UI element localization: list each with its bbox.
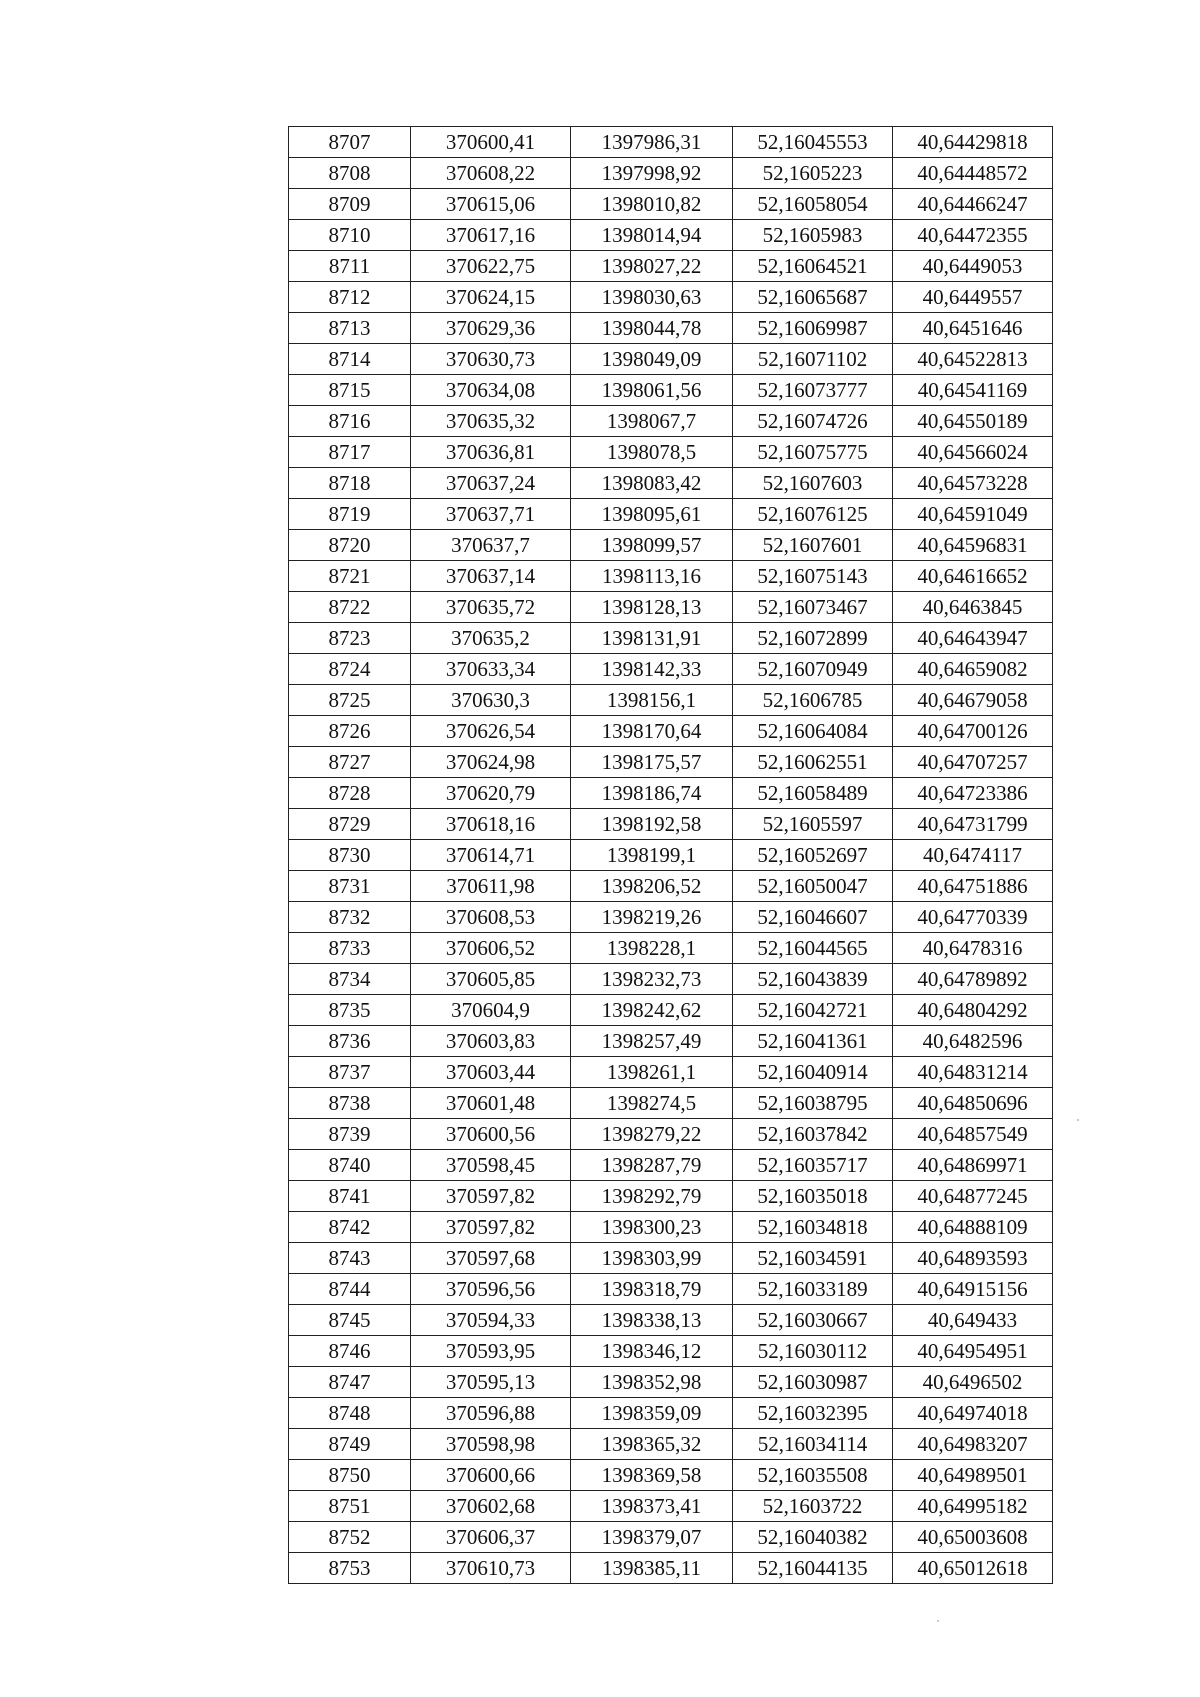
y-coordinate-cell: 1398279,22: [571, 1119, 733, 1150]
longitude-cell: 40,64659082: [893, 654, 1053, 685]
latitude-cell: 52,1605223: [733, 158, 893, 189]
table-row: [289, 809, 1053, 840]
latitude-cell: 52,16070949: [733, 654, 893, 685]
latitude-cell: 52,16075143: [733, 561, 893, 592]
longitude-cell: 40,64596831: [893, 530, 1053, 561]
latitude-cell: 52,16076125: [733, 499, 893, 530]
table-row: [289, 282, 1053, 313]
table-row: [289, 1243, 1053, 1274]
y-coordinate-cell: 1398292,79: [571, 1181, 733, 1212]
point-number-cell: 8717: [289, 437, 411, 468]
x-coordinate-cell: 370602,68: [411, 1491, 571, 1522]
x-coordinate-cell: 370629,36: [411, 313, 571, 344]
longitude-cell: 40,6478316: [893, 933, 1053, 964]
longitude-cell: 40,64707257: [893, 747, 1053, 778]
longitude-cell: 40,64893593: [893, 1243, 1053, 1274]
longitude-cell: 40,6449557: [893, 282, 1053, 313]
latitude-cell: 52,16074726: [733, 406, 893, 437]
longitude-cell: 40,6451646: [893, 313, 1053, 344]
y-coordinate-cell: 1398010,82: [571, 189, 733, 220]
y-coordinate-cell: 1398261,1: [571, 1057, 733, 1088]
longitude-cell: 40,64700126: [893, 716, 1053, 747]
longitude-cell: 40,65012618: [893, 1553, 1053, 1584]
table-row: [289, 499, 1053, 530]
point-number-cell: 8734: [289, 964, 411, 995]
point-number-cell: 8745: [289, 1305, 411, 1336]
y-coordinate-cell: 1398352,98: [571, 1367, 733, 1398]
y-coordinate-cell: 1398095,61: [571, 499, 733, 530]
point-number-cell: 8728: [289, 778, 411, 809]
latitude-cell: 52,16046607: [733, 902, 893, 933]
y-coordinate-cell: 1398274,5: [571, 1088, 733, 1119]
point-number-cell: 8751: [289, 1491, 411, 1522]
y-coordinate-cell: 1398257,49: [571, 1026, 733, 1057]
x-coordinate-cell: 370637,71: [411, 499, 571, 530]
table-row: [289, 1398, 1053, 1429]
scan-speck: [1077, 1119, 1079, 1121]
x-coordinate-cell: 370630,73: [411, 344, 571, 375]
table-row: [289, 313, 1053, 344]
longitude-cell: 40,64804292: [893, 995, 1053, 1026]
y-coordinate-cell: 1398338,13: [571, 1305, 733, 1336]
latitude-cell: 52,16058054: [733, 189, 893, 220]
y-coordinate-cell: 1398083,42: [571, 468, 733, 499]
latitude-cell: 52,16072899: [733, 623, 893, 654]
x-coordinate-cell: 370630,3: [411, 685, 571, 716]
x-coordinate-cell: 370634,08: [411, 375, 571, 406]
x-coordinate-cell: 370603,83: [411, 1026, 571, 1057]
longitude-cell: 40,64869971: [893, 1150, 1053, 1181]
point-number-cell: 8714: [289, 344, 411, 375]
y-coordinate-cell: 1398219,26: [571, 902, 733, 933]
table-row: [289, 220, 1053, 251]
longitude-cell: 40,64850696: [893, 1088, 1053, 1119]
longitude-cell: 40,64877245: [893, 1181, 1053, 1212]
y-coordinate-cell: 1398199,1: [571, 840, 733, 871]
latitude-cell: 52,1606785: [733, 685, 893, 716]
latitude-cell: 52,16035508: [733, 1460, 893, 1491]
longitude-cell: 40,64566024: [893, 437, 1053, 468]
coordinates-table: [288, 126, 1053, 1584]
y-coordinate-cell: 1398228,1: [571, 933, 733, 964]
longitude-cell: 40,64974018: [893, 1398, 1053, 1429]
x-coordinate-cell: 370608,22: [411, 158, 571, 189]
x-coordinate-cell: 370596,88: [411, 1398, 571, 1429]
y-coordinate-cell: 1398385,11: [571, 1553, 733, 1584]
x-coordinate-cell: 370614,71: [411, 840, 571, 871]
latitude-cell: 52,16037842: [733, 1119, 893, 1150]
table-row: [289, 1119, 1053, 1150]
x-coordinate-cell: 370624,98: [411, 747, 571, 778]
longitude-cell: 40,64915156: [893, 1274, 1053, 1305]
x-coordinate-cell: 370624,15: [411, 282, 571, 313]
latitude-cell: 52,16033189: [733, 1274, 893, 1305]
longitude-cell: 40,64448572: [893, 158, 1053, 189]
x-coordinate-cell: 370597,82: [411, 1212, 571, 1243]
y-coordinate-cell: 1398373,41: [571, 1491, 733, 1522]
y-coordinate-cell: 1398175,57: [571, 747, 733, 778]
longitude-cell: 40,64789892: [893, 964, 1053, 995]
longitude-cell: 40,64983207: [893, 1429, 1053, 1460]
table-row: [289, 1522, 1053, 1553]
table-row: [289, 1088, 1053, 1119]
point-number-cell: 8721: [289, 561, 411, 592]
y-coordinate-cell: 1398206,52: [571, 871, 733, 902]
latitude-cell: 52,16069987: [733, 313, 893, 344]
point-number-cell: 8738: [289, 1088, 411, 1119]
table-row: [289, 1460, 1053, 1491]
y-coordinate-cell: 1398078,5: [571, 437, 733, 468]
table-row: [289, 933, 1053, 964]
latitude-cell: 52,16040914: [733, 1057, 893, 1088]
point-number-cell: 8707: [289, 127, 411, 158]
table-row: [289, 1150, 1053, 1181]
x-coordinate-cell: 370635,2: [411, 623, 571, 654]
latitude-cell: 52,16032395: [733, 1398, 893, 1429]
table-row: [289, 406, 1053, 437]
y-coordinate-cell: 1398061,56: [571, 375, 733, 406]
y-coordinate-cell: 1398300,23: [571, 1212, 733, 1243]
x-coordinate-cell: 370597,68: [411, 1243, 571, 1274]
latitude-cell: 52,16073777: [733, 375, 893, 406]
latitude-cell: 52,16062551: [733, 747, 893, 778]
latitude-cell: 52,1605983: [733, 220, 893, 251]
x-coordinate-cell: 370635,32: [411, 406, 571, 437]
point-number-cell: 8723: [289, 623, 411, 654]
y-coordinate-cell: 1398067,7: [571, 406, 733, 437]
x-coordinate-cell: 370594,33: [411, 1305, 571, 1336]
longitude-cell: 40,64573228: [893, 468, 1053, 499]
table-row: [289, 437, 1053, 468]
y-coordinate-cell: 1398287,79: [571, 1150, 733, 1181]
longitude-cell: 40,64591049: [893, 499, 1053, 530]
table-row: [289, 127, 1053, 158]
table-row: [289, 344, 1053, 375]
y-coordinate-cell: 1398192,58: [571, 809, 733, 840]
longitude-cell: 40,64831214: [893, 1057, 1053, 1088]
table-row: [289, 1553, 1053, 1584]
latitude-cell: 52,16065687: [733, 282, 893, 313]
latitude-cell: 52,1605597: [733, 809, 893, 840]
y-coordinate-cell: 1398014,94: [571, 220, 733, 251]
longitude-cell: 40,64466247: [893, 189, 1053, 220]
longitude-cell: 40,64522813: [893, 344, 1053, 375]
point-number-cell: 8733: [289, 933, 411, 964]
longitude-cell: 40,64429818: [893, 127, 1053, 158]
x-coordinate-cell: 370595,13: [411, 1367, 571, 1398]
point-number-cell: 8753: [289, 1553, 411, 1584]
table-row: [289, 1026, 1053, 1057]
point-number-cell: 8727: [289, 747, 411, 778]
table-row: [289, 871, 1053, 902]
latitude-cell: 52,16045553: [733, 127, 893, 158]
latitude-cell: 52,16075775: [733, 437, 893, 468]
y-coordinate-cell: 1398027,22: [571, 251, 733, 282]
point-number-cell: 8726: [289, 716, 411, 747]
point-number-cell: 8712: [289, 282, 411, 313]
y-coordinate-cell: 1398365,32: [571, 1429, 733, 1460]
longitude-cell: 40,64723386: [893, 778, 1053, 809]
point-number-cell: 8732: [289, 902, 411, 933]
scan-speck: [937, 1620, 939, 1622]
table-row: [289, 716, 1053, 747]
longitude-cell: 40,6463845: [893, 592, 1053, 623]
x-coordinate-cell: 370597,82: [411, 1181, 571, 1212]
point-number-cell: 8742: [289, 1212, 411, 1243]
x-coordinate-cell: 370600,41: [411, 127, 571, 158]
x-coordinate-cell: 370615,06: [411, 189, 571, 220]
latitude-cell: 52,16058489: [733, 778, 893, 809]
y-coordinate-cell: 1397986,31: [571, 127, 733, 158]
y-coordinate-cell: 1398242,62: [571, 995, 733, 1026]
point-number-cell: 8748: [289, 1398, 411, 1429]
latitude-cell: 52,16042721: [733, 995, 893, 1026]
latitude-cell: 52,16041361: [733, 1026, 893, 1057]
table-row: [289, 375, 1053, 406]
point-number-cell: 8747: [289, 1367, 411, 1398]
table-row: [289, 1212, 1053, 1243]
table-row: [289, 964, 1053, 995]
coordinates-table-body: [289, 127, 1053, 1584]
longitude-cell: 40,64857549: [893, 1119, 1053, 1150]
latitude-cell: 52,16044565: [733, 933, 893, 964]
point-number-cell: 8725: [289, 685, 411, 716]
y-coordinate-cell: 1398131,91: [571, 623, 733, 654]
longitude-cell: 40,64954951: [893, 1336, 1053, 1367]
table-row: [289, 1336, 1053, 1367]
y-coordinate-cell: 1398030,63: [571, 282, 733, 313]
latitude-cell: 52,16064521: [733, 251, 893, 282]
point-number-cell: 8736: [289, 1026, 411, 1057]
table-row: [289, 995, 1053, 1026]
table-row: [289, 251, 1053, 282]
point-number-cell: 8713: [289, 313, 411, 344]
x-coordinate-cell: 370636,81: [411, 437, 571, 468]
y-coordinate-cell: 1398099,57: [571, 530, 733, 561]
latitude-cell: 52,16038795: [733, 1088, 893, 1119]
x-coordinate-cell: 370620,79: [411, 778, 571, 809]
x-coordinate-cell: 370611,98: [411, 871, 571, 902]
latitude-cell: 52,16030987: [733, 1367, 893, 1398]
x-coordinate-cell: 370601,48: [411, 1088, 571, 1119]
x-coordinate-cell: 370637,24: [411, 468, 571, 499]
point-number-cell: 8740: [289, 1150, 411, 1181]
y-coordinate-cell: 1398044,78: [571, 313, 733, 344]
x-coordinate-cell: 370606,52: [411, 933, 571, 964]
x-coordinate-cell: 370633,34: [411, 654, 571, 685]
y-coordinate-cell: 1398379,07: [571, 1522, 733, 1553]
longitude-cell: 40,649433: [893, 1305, 1053, 1336]
x-coordinate-cell: 370593,95: [411, 1336, 571, 1367]
table-row: [289, 902, 1053, 933]
table-row: [289, 1367, 1053, 1398]
point-number-cell: 8731: [289, 871, 411, 902]
table-row: [289, 654, 1053, 685]
y-coordinate-cell: 1398346,12: [571, 1336, 733, 1367]
table-row: [289, 561, 1053, 592]
point-number-cell: 8750: [289, 1460, 411, 1491]
latitude-cell: 52,16035018: [733, 1181, 893, 1212]
latitude-cell: 52,16071102: [733, 344, 893, 375]
y-coordinate-cell: 1398049,09: [571, 344, 733, 375]
table-row: [289, 468, 1053, 499]
y-coordinate-cell: 1397998,92: [571, 158, 733, 189]
point-number-cell: 8730: [289, 840, 411, 871]
latitude-cell: 52,16034591: [733, 1243, 893, 1274]
point-number-cell: 8720: [289, 530, 411, 561]
point-number-cell: 8743: [289, 1243, 411, 1274]
x-coordinate-cell: 370600,66: [411, 1460, 571, 1491]
longitude-cell: 40,64679058: [893, 685, 1053, 716]
latitude-cell: 52,16050047: [733, 871, 893, 902]
point-number-cell: 8735: [289, 995, 411, 1026]
longitude-cell: 40,64751886: [893, 871, 1053, 902]
latitude-cell: 52,16030112: [733, 1336, 893, 1367]
longitude-cell: 40,64541169: [893, 375, 1053, 406]
point-number-cell: 8710: [289, 220, 411, 251]
point-number-cell: 8709: [289, 189, 411, 220]
y-coordinate-cell: 1398318,79: [571, 1274, 733, 1305]
x-coordinate-cell: 370600,56: [411, 1119, 571, 1150]
point-number-cell: 8737: [289, 1057, 411, 1088]
y-coordinate-cell: 1398359,09: [571, 1398, 733, 1429]
x-coordinate-cell: 370635,72: [411, 592, 571, 623]
y-coordinate-cell: 1398128,13: [571, 592, 733, 623]
y-coordinate-cell: 1398186,74: [571, 778, 733, 809]
table-row: [289, 592, 1053, 623]
table-row: [289, 1274, 1053, 1305]
point-number-cell: 8722: [289, 592, 411, 623]
table-row: [289, 685, 1053, 716]
y-coordinate-cell: 1398369,58: [571, 1460, 733, 1491]
latitude-cell: 52,16034818: [733, 1212, 893, 1243]
point-number-cell: 8708: [289, 158, 411, 189]
point-number-cell: 8716: [289, 406, 411, 437]
longitude-cell: 40,6474117: [893, 840, 1053, 871]
table-row: [289, 189, 1053, 220]
longitude-cell: 40,64989501: [893, 1460, 1053, 1491]
table-row: [289, 1305, 1053, 1336]
longitude-cell: 40,64770339: [893, 902, 1053, 933]
x-coordinate-cell: 370610,73: [411, 1553, 571, 1584]
latitude-cell: 52,16073467: [733, 592, 893, 623]
longitude-cell: 40,6496502: [893, 1367, 1053, 1398]
point-number-cell: 8739: [289, 1119, 411, 1150]
x-coordinate-cell: 370608,53: [411, 902, 571, 933]
table-row: [289, 158, 1053, 189]
longitude-cell: 40,64550189: [893, 406, 1053, 437]
latitude-cell: 52,1603722: [733, 1491, 893, 1522]
point-number-cell: 8752: [289, 1522, 411, 1553]
longitude-cell: 40,6482596: [893, 1026, 1053, 1057]
y-coordinate-cell: 1398232,73: [571, 964, 733, 995]
x-coordinate-cell: 370603,44: [411, 1057, 571, 1088]
table-row: [289, 1491, 1053, 1522]
table-row: [289, 1429, 1053, 1460]
x-coordinate-cell: 370626,54: [411, 716, 571, 747]
latitude-cell: 52,16030667: [733, 1305, 893, 1336]
x-coordinate-cell: 370618,16: [411, 809, 571, 840]
x-coordinate-cell: 370622,75: [411, 251, 571, 282]
point-number-cell: 8729: [289, 809, 411, 840]
point-number-cell: 8711: [289, 251, 411, 282]
longitude-cell: 40,64643947: [893, 623, 1053, 654]
x-coordinate-cell: 370598,98: [411, 1429, 571, 1460]
latitude-cell: 52,16064084: [733, 716, 893, 747]
longitude-cell: 40,64616652: [893, 561, 1053, 592]
longitude-cell: 40,64472355: [893, 220, 1053, 251]
y-coordinate-cell: 1398142,33: [571, 654, 733, 685]
point-number-cell: 8715: [289, 375, 411, 406]
y-coordinate-cell: 1398170,64: [571, 716, 733, 747]
table-row: [289, 778, 1053, 809]
table-row: [289, 623, 1053, 654]
latitude-cell: 52,1607601: [733, 530, 893, 561]
x-coordinate-cell: 370606,37: [411, 1522, 571, 1553]
x-coordinate-cell: 370605,85: [411, 964, 571, 995]
latitude-cell: 52,16034114: [733, 1429, 893, 1460]
x-coordinate-cell: 370596,56: [411, 1274, 571, 1305]
point-number-cell: 8719: [289, 499, 411, 530]
x-coordinate-cell: 370637,14: [411, 561, 571, 592]
table-row: [289, 1057, 1053, 1088]
latitude-cell: 52,16044135: [733, 1553, 893, 1584]
y-coordinate-cell: 1398113,16: [571, 561, 733, 592]
x-coordinate-cell: 370604,9: [411, 995, 571, 1026]
y-coordinate-cell: 1398156,1: [571, 685, 733, 716]
latitude-cell: 52,16043839: [733, 964, 893, 995]
point-number-cell: 8724: [289, 654, 411, 685]
longitude-cell: 40,6449053: [893, 251, 1053, 282]
point-number-cell: 8741: [289, 1181, 411, 1212]
longitude-cell: 40,64888109: [893, 1212, 1053, 1243]
y-coordinate-cell: 1398303,99: [571, 1243, 733, 1274]
point-number-cell: 8744: [289, 1274, 411, 1305]
longitude-cell: 40,64995182: [893, 1491, 1053, 1522]
point-number-cell: 8749: [289, 1429, 411, 1460]
x-coordinate-cell: 370598,45: [411, 1150, 571, 1181]
point-number-cell: 8718: [289, 468, 411, 499]
table-row: [289, 747, 1053, 778]
latitude-cell: 52,16040382: [733, 1522, 893, 1553]
longitude-cell: 40,64731799: [893, 809, 1053, 840]
point-number-cell: 8746: [289, 1336, 411, 1367]
x-coordinate-cell: 370637,7: [411, 530, 571, 561]
longitude-cell: 40,65003608: [893, 1522, 1053, 1553]
latitude-cell: 52,1607603: [733, 468, 893, 499]
table-row: [289, 840, 1053, 871]
x-coordinate-cell: 370617,16: [411, 220, 571, 251]
table-row: [289, 1181, 1053, 1212]
latitude-cell: 52,16035717: [733, 1150, 893, 1181]
latitude-cell: 52,16052697: [733, 840, 893, 871]
table-row: [289, 530, 1053, 561]
